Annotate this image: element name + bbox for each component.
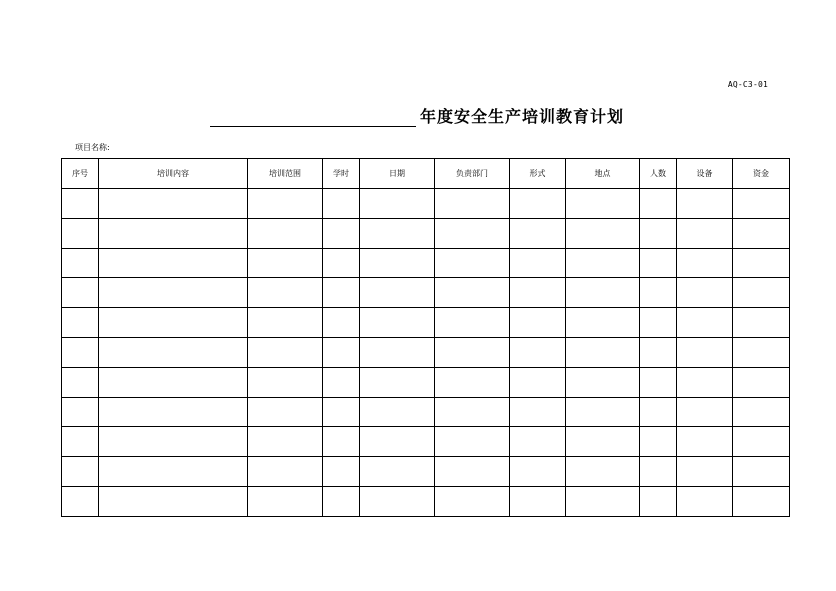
table-cell[interactable] [62,308,99,338]
table-cell[interactable] [640,337,677,367]
table-cell[interactable] [566,427,640,457]
column-header-index: 序号 [62,159,99,189]
document-code: AQ-C3-01 [727,80,768,89]
table-cell[interactable] [360,248,435,278]
table-cell[interactable] [99,457,248,487]
table-cell[interactable] [248,397,323,427]
table-cell[interactable] [640,189,677,219]
column-header-funding: 资金 [733,159,790,189]
table-cell[interactable] [566,397,640,427]
column-header-department: 负责部门 [435,159,510,189]
table-cell[interactable] [360,486,435,516]
column-header-equipment: 设备 [677,159,733,189]
table-row [62,367,790,397]
table-cell[interactable] [62,248,99,278]
table-cell[interactable] [435,427,510,457]
table-cell[interactable] [360,278,435,308]
table-cell[interactable] [360,218,435,248]
table-row [62,397,790,427]
table-cell[interactable] [248,278,323,308]
table-row [62,248,790,278]
table-body [62,189,790,517]
table-cell[interactable] [677,486,733,516]
table-row [62,278,790,308]
table-cell[interactable] [640,278,677,308]
table-cell[interactable] [323,457,360,487]
table-row [62,308,790,338]
table-cell[interactable] [248,308,323,338]
column-header-scope: 培训范围 [248,159,323,189]
table-cell[interactable] [510,278,566,308]
table-cell[interactable] [99,367,248,397]
table-cell[interactable] [566,486,640,516]
table-cell[interactable] [733,367,790,397]
table-cell[interactable] [62,218,99,248]
table-cell[interactable] [677,189,733,219]
table-cell[interactable] [435,337,510,367]
table-row [62,337,790,367]
table-cell[interactable] [248,427,323,457]
table-cell[interactable] [248,367,323,397]
table-cell[interactable] [640,248,677,278]
table-cell[interactable] [323,397,360,427]
table-cell[interactable] [323,189,360,219]
table-cell[interactable] [248,486,323,516]
table-cell[interactable] [323,308,360,338]
table-cell[interactable] [733,486,790,516]
table-cell[interactable] [99,337,248,367]
table-cell[interactable] [510,397,566,427]
table-cell[interactable] [99,308,248,338]
table-cell[interactable] [323,248,360,278]
table-cell[interactable] [62,397,99,427]
table-cell[interactable] [323,278,360,308]
table-cell[interactable] [435,218,510,248]
table-cell[interactable] [640,457,677,487]
table-cell[interactable] [360,367,435,397]
table-cell[interactable] [677,218,733,248]
table-cell[interactable] [566,218,640,248]
column-header-date: 日期 [360,159,435,189]
table-cell[interactable] [510,486,566,516]
table-cell[interactable] [733,457,790,487]
table-cell[interactable] [62,427,99,457]
table-cell[interactable] [360,308,435,338]
table-cell[interactable] [677,248,733,278]
table-cell[interactable] [360,189,435,219]
table-cell[interactable] [99,427,248,457]
table-cell[interactable] [248,337,323,367]
table-cell[interactable] [510,457,566,487]
table-cell[interactable] [733,427,790,457]
column-header-format: 形式 [510,159,566,189]
table-cell[interactable] [640,218,677,248]
table-cell[interactable] [566,337,640,367]
column-header-location: 地点 [566,159,640,189]
table-cell[interactable] [248,218,323,248]
page-title: 年度安全生产培训教育计划 [420,107,625,126]
table-cell[interactable] [323,427,360,457]
table-cell[interactable] [435,367,510,397]
table-cell[interactable] [435,397,510,427]
column-header-headcount: 人数 [640,159,677,189]
table-cell[interactable] [99,189,248,219]
column-header-content: 培训内容 [99,159,248,189]
table-cell[interactable] [435,308,510,338]
table-cell[interactable] [323,486,360,516]
table-cell[interactable] [62,367,99,397]
table-row [62,218,790,248]
table-cell[interactable] [640,367,677,397]
table-cell[interactable] [677,367,733,397]
table-cell[interactable] [435,457,510,487]
table-cell[interactable] [566,308,640,338]
table-cell[interactable] [248,189,323,219]
table-cell[interactable] [99,248,248,278]
table-cell[interactable] [510,337,566,367]
table-cell[interactable] [566,248,640,278]
table-cell[interactable] [640,486,677,516]
project-name-label: 项目名称: [75,143,110,152]
table-cell[interactable] [62,278,99,308]
table-cell[interactable] [640,308,677,338]
training-plan-table [61,158,790,517]
table-cell[interactable] [510,189,566,219]
table-cell[interactable] [99,278,248,308]
table-header-row [62,159,790,189]
table-cell[interactable] [677,397,733,427]
table-cell[interactable] [566,278,640,308]
table-row [62,457,790,487]
table-cell[interactable] [677,427,733,457]
table-cell[interactable] [733,189,790,219]
table-cell[interactable] [435,189,510,219]
table-cell[interactable] [733,397,790,427]
table-cell[interactable] [510,308,566,338]
table-cell[interactable] [435,486,510,516]
table-row [62,427,790,457]
table-cell[interactable] [566,457,640,487]
table-cell[interactable] [733,218,790,248]
table-cell[interactable] [677,337,733,367]
table-cell[interactable] [360,337,435,367]
title-row [210,106,624,127]
table-cell[interactable] [640,427,677,457]
table-cell[interactable] [733,337,790,367]
table-cell[interactable] [360,397,435,427]
table-cell[interactable] [566,189,640,219]
table-cell[interactable] [62,486,99,516]
table-cell[interactable] [99,397,248,427]
table-cell[interactable] [323,337,360,367]
table-cell[interactable] [677,278,733,308]
table-cell[interactable] [248,457,323,487]
table-cell[interactable] [323,367,360,397]
table-cell[interactable] [360,427,435,457]
table-cell[interactable] [62,337,99,367]
table-cell[interactable] [323,218,360,248]
table-cell[interactable] [510,218,566,248]
table-cell[interactable] [99,218,248,248]
table-row [62,189,790,219]
table-cell[interactable] [640,397,677,427]
table-cell[interactable] [510,248,566,278]
table-cell[interactable] [566,367,640,397]
table-cell[interactable] [248,248,323,278]
column-header-hours: 学时 [323,159,360,189]
table-cell[interactable] [733,248,790,278]
table-cell[interactable] [733,308,790,338]
table-cell[interactable] [435,248,510,278]
table-cell[interactable] [99,486,248,516]
table-cell[interactable] [510,427,566,457]
table-cell[interactable] [62,457,99,487]
table-cell[interactable] [733,278,790,308]
table-cell[interactable] [360,457,435,487]
table-cell[interactable] [62,189,99,219]
year-blank-line [210,106,416,127]
table-cell[interactable] [677,308,733,338]
table-cell[interactable] [435,278,510,308]
table-cell[interactable] [677,457,733,487]
table-row [62,486,790,516]
table-cell[interactable] [510,367,566,397]
